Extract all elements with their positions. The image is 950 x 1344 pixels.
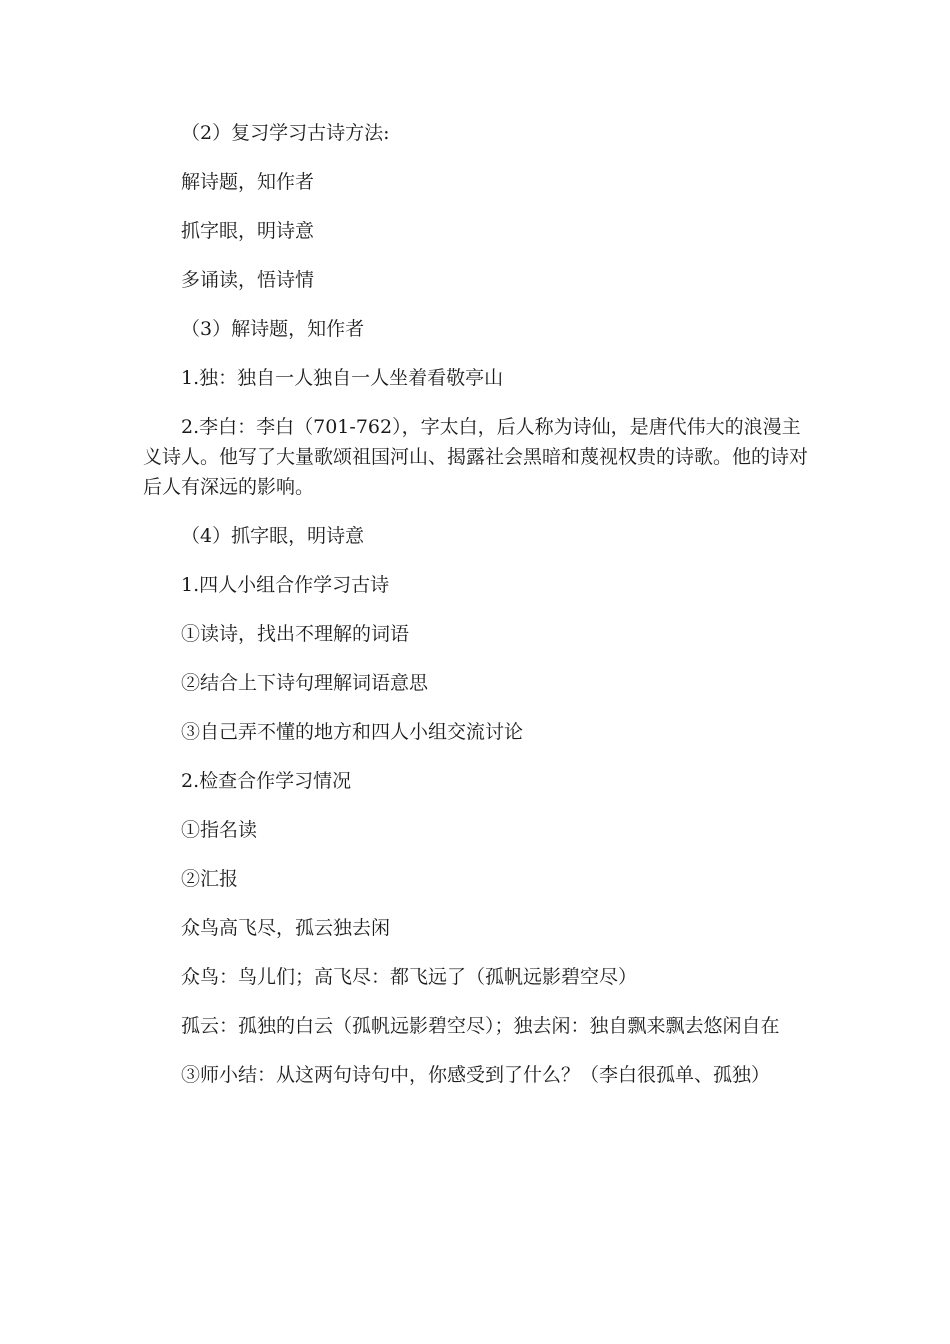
document-body xyxy=(143,118,809,1109)
paragraph: 2.检查合作学习情况 xyxy=(181,770,352,792)
paragraph: 解诗题，知作者 xyxy=(181,171,315,193)
paragraph: 1.四人小组合作学习古诗 xyxy=(181,574,390,596)
paragraph: （2）复习学习古诗方法: xyxy=(181,122,390,144)
paragraph: 众鸟高飞尽，孤云独去闲 xyxy=(181,917,391,939)
paragraph: 孤云：孤独的白云（孤帆远影碧空尽）；独去闲：独自飘来飘去悠闲自在 xyxy=(181,1015,780,1037)
paragraph: ②汇报 xyxy=(181,868,239,890)
paragraph: 抓字眼，明诗意 xyxy=(181,220,315,242)
paragraph: ①指名读 xyxy=(181,819,258,841)
paragraph: 多诵读，悟诗情 xyxy=(181,269,315,291)
paragraph: ③自己弄不懂的地方和四人小组交流讨论 xyxy=(181,721,524,743)
paragraph: ①读诗，找出不理解的词语 xyxy=(181,623,410,645)
paragraph: （3）解诗题，知作者 xyxy=(181,318,365,340)
paragraph: 2.李白：李白（701-762），字太白，后人称为诗仙，是唐代伟大的浪漫主义诗人。他写了大量歌颂祖国河山、揭露社会黑暗和蔑视权贵的诗歌。他的诗对后人有深远的影响。 xyxy=(143,416,809,498)
paragraph: ②结合上下诗句理解词语意思 xyxy=(181,672,429,694)
paragraph: 众鸟：鸟儿们；高飞尽：都飞远了（孤帆远影碧空尽） xyxy=(181,966,638,988)
paragraph: （4）抓字眼，明诗意 xyxy=(181,525,365,547)
paragraph: ③师小结：从这两句诗句中，你感受到了什么？（李白很孤单、孤独） xyxy=(181,1064,771,1086)
paragraph: 1.独：独自一人独自一人坐着看敬亭山 xyxy=(181,367,504,389)
